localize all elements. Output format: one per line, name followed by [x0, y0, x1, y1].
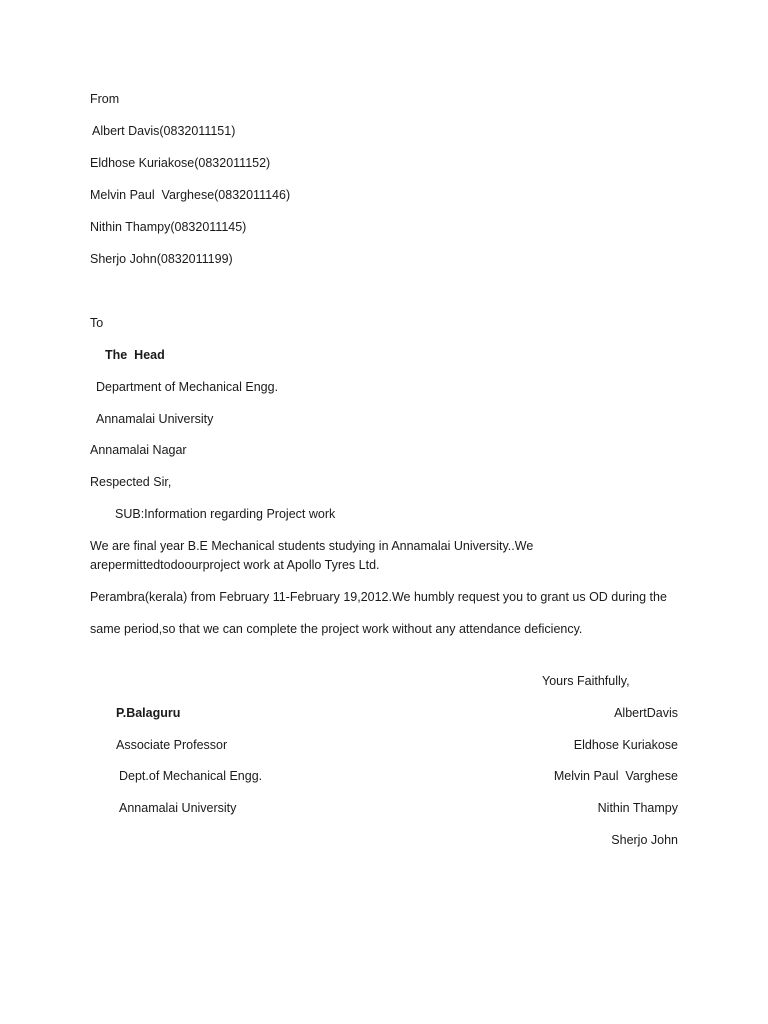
sender-2: Eldhose Kuriakose(0832011152) — [90, 156, 271, 170]
body-line-2: arepermittedtodoourproject work at Apollo Tyres Ltd. — [90, 558, 380, 572]
signatory-2: Eldhose Kuriakose — [573, 738, 678, 752]
recipient-title: The Head — [105, 348, 165, 362]
salutation: Respected Sir, — [90, 475, 172, 489]
from-heading: From — [90, 92, 120, 106]
body-line-4: same period,so that we can complete the project work without any attendance deficiency. — [90, 622, 583, 636]
forwarder-designation: Associate Professor — [116, 738, 228, 752]
signatory-1: AlbertDavis — [614, 706, 678, 720]
signatory-4: Nithin Thampy — [597, 801, 678, 815]
body-line-1: We are final year B.E Mechanical students studying in Annamalai University..We — [90, 539, 534, 553]
forwarder-name: P.Balaguru — [116, 706, 181, 720]
recipient-university: Annamalai University — [96, 412, 214, 426]
sender-3: Melvin Paul Varghese(0832011146) — [90, 188, 291, 202]
recipient-place: Annamalai Nagar — [90, 443, 187, 457]
recipient-department: Department of Mechanical Engg. — [96, 380, 279, 394]
to-heading: To — [90, 316, 104, 330]
sender-4: Nithin Thampy(0832011145) — [90, 220, 247, 234]
forwarder-department: Dept.of Mechanical Engg. — [119, 769, 263, 783]
closing: Yours Faithfully, — [542, 674, 630, 688]
signatory-3: Melvin Paul Varghese — [553, 769, 678, 783]
sender-5: Sherjo John(0832011199) — [90, 252, 233, 266]
signatory-5: Sherjo John — [611, 833, 678, 847]
subject-line: SUB:Information regarding Project work — [115, 507, 336, 521]
sender-1: Albert Davis(0832011151) — [92, 124, 236, 138]
forwarder-university: Annamalai University — [119, 801, 237, 815]
body-line-3: Perambra(kerala) from February 11-February 19,2012.We humbly request you to grant us OD during the — [90, 590, 667, 604]
